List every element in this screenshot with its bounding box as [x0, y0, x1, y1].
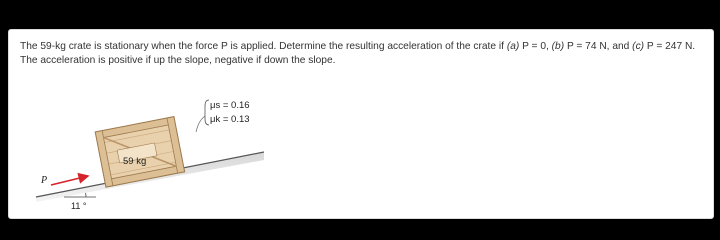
- static-friction-label: μs = 0.16: [210, 100, 250, 111]
- incline-figure: [24, 90, 284, 211]
- case-a-label: (a): [506, 41, 520, 52]
- case-c-text: P = 247 N. The acceleration is positive if up the slope, negative if down the slope.: [20, 41, 696, 66]
- case-c-label: (c): [632, 41, 645, 52]
- force-p-label: P: [41, 175, 48, 186]
- question-intro: The 59-kg crate is stationary when the force P is applied. Determine the resulting acceleration of the crate if: [20, 41, 507, 52]
- question-card: [8, 29, 714, 219]
- force-p-arrow: [51, 176, 88, 185]
- case-b-text: P = 74 N, and: [564, 41, 633, 52]
- kinetic-friction-label: μk = 0.13: [210, 114, 250, 125]
- coefficient-bracket: [205, 100, 209, 125]
- case-a-text: P = 0,: [519, 41, 552, 52]
- question-text: [20, 40, 705, 68]
- callout-line: [196, 116, 205, 132]
- top-black-bar: [0, 0, 720, 27]
- angle-label: 11 °: [71, 201, 87, 211]
- case-b-label: (b): [551, 41, 565, 52]
- bottom-black-bar: [0, 227, 720, 239]
- crate-mass-label: 59 kg: [123, 156, 147, 167]
